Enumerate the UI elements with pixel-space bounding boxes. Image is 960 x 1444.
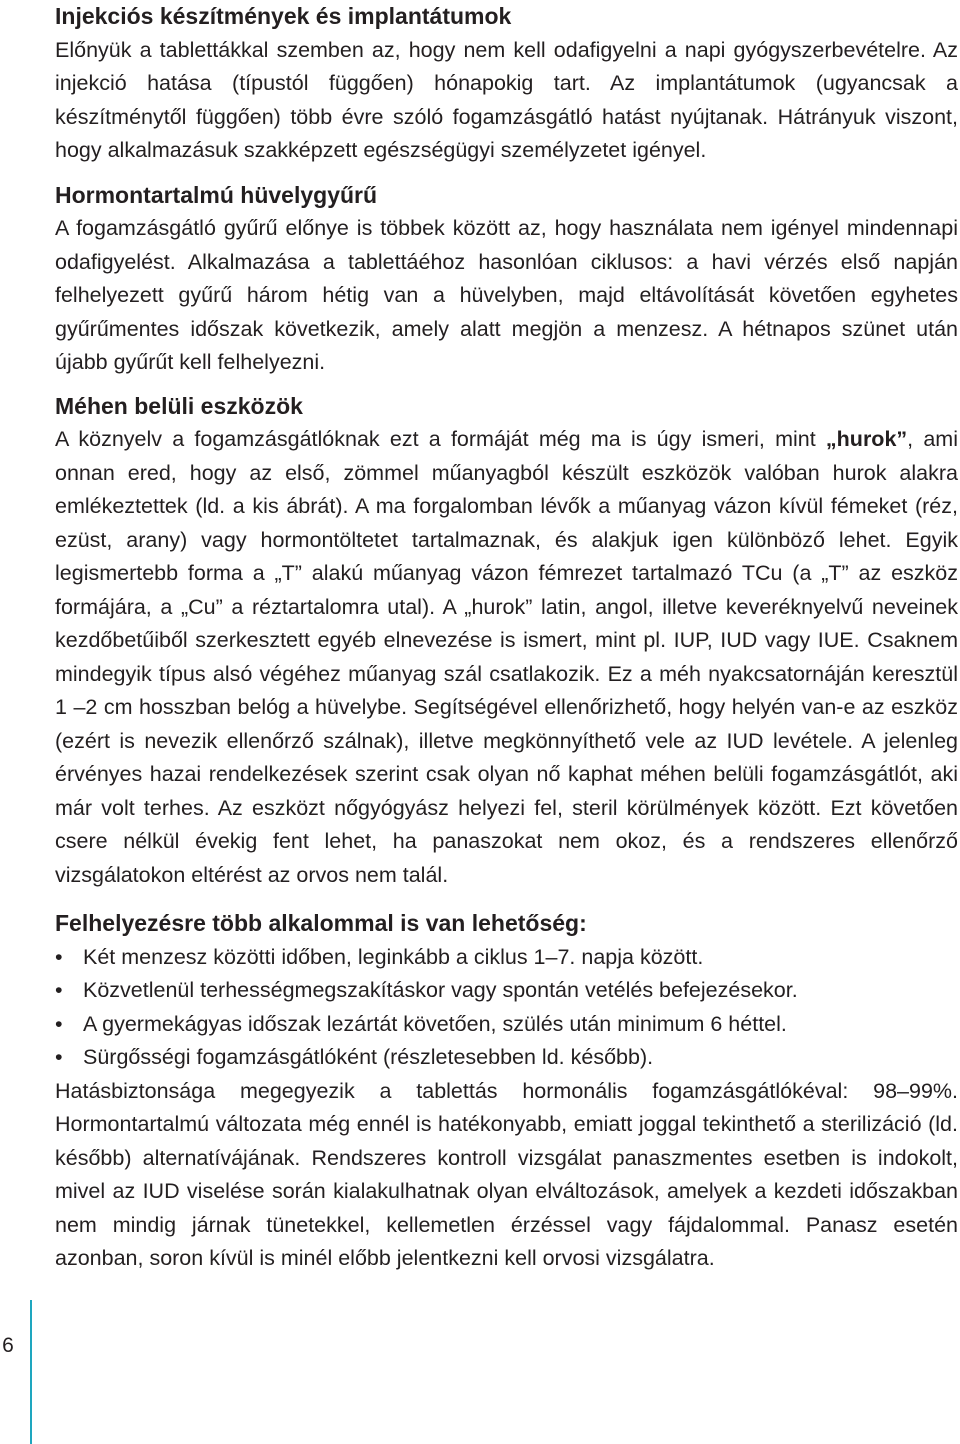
section-paragraph: Előnyük a tablettákkal szemben az, hogy nem kell odafigyelni a napi gyógyszerbevételre. Az injekció hatása (típustól függően) hónapokig tart. Az implantátumok (ugyancsak a készítménytől függően) több évre szóló fogamzásgátló hatást nyújtanak. Hátrányuk viszont, hogy alkalmazásuk szakképzett egészségügyi személyzetet igényel.: [55, 37, 958, 162]
list-item-text: A gyermekágyas időszak lezártát követően, szülés után minimum 6 héttel.: [83, 1011, 787, 1036]
section-heading: Hormontartalmú hüvelygyűrű: [55, 181, 378, 208]
bullet-icon: •: [55, 1045, 63, 1069]
bullet-list: [55, 941, 958, 1075]
bullet-icon: •: [55, 944, 63, 969]
emphasis-term: „hurok”: [825, 427, 908, 451]
list-item: [55, 941, 958, 975]
section-injections: [55, 0, 958, 168]
section-heading: Injekciós készítmények és implantátumok: [55, 3, 512, 29]
section-iud: [55, 390, 958, 893]
section-paragraph: Hatásbiztonsága megegyezik a tablettás hormonális fogamzásgátlókéval: 98–99%. Hormontartalmú változata még ennél is hatékonyabb, emiatt joggal tekinthető a sterilizáció (ld. később) alternatívájának. Rendszeres kontroll vizsgálat panaszmentes esetben is indokolt, mivel az IUD viselése során kialakulhatnak olyan elváltozások, amelyek a kezdeti időszakban nem mindig járnak tünetekkel, kellemetlen érzéssel vagy fájdalommal. Panasz esetén azonban, soron kívül is minél előbb jelentkezni kell orvosi vizsgálatra.: [55, 1078, 958, 1270]
page-number: 6: [2, 1334, 14, 1357]
page-content: [55, 0, 958, 1276]
section-heading: Felhelyezésre több alkalommal is van lehetőség:: [55, 910, 587, 936]
section-heading: Méhen belüli eszközök: [55, 392, 303, 419]
section-insertion: [55, 907, 958, 1276]
list-item-text: Két menzesz közötti időben, leginkább a ciklus 1–7. napja között.: [83, 944, 704, 969]
paragraph-text: , ami onnan ered, hogy az első, zömmel műanyagból készült eszközök valóban hurok alakra emlékeztettek (ld. a kis ábrát). A ma forgalomban lévők a műanyag vázon kívül fémeket (réz, ezüst, arany) vagy hormontöltetet tartalmaznak, és alakjuk igen különböző lehet. Egyik legismertebb forma a „T” alakú műanyag vázon fémrezet tartalmazó TCu (a „T” az eszköz formájára, a „Cu” a réztartalomra utal). A „hurok” latin, angol, illetve keveréknyelvű neveinek kezdőbetűiből szerkesztett egyéb elnevezése is ismert, mint pl. IUP, IUD vagy IUE. Csaknem mindegyik típus alsó végéhez műanyag szál csatlakozik. Ez a méh nyakcsatornáján keresztül 1 –2 cm hosszban belóg a hüvelybe. Segítségével ellenőrizhető, hogy helyén van-e az eszköz (ezért is nevezik ellenőrző szálnak), illetve megkönnyíthető vele az IUD levétele. A jelenleg érvényes hazai rendelkezések szerint csak olyan nő kaphat méhen belüli fogamzásgátlót, aki már volt terhes. Az eszközt nőgyógyász helyezi fel, steril körülmények között. Ezt követően csere nélkül évekig fent lehet, ha panaszokat nem okoz, és a rendszeres ellenőrző vizsgálatokon eltérést az orvos nem talál.: [55, 427, 958, 887]
list-item-text: Közvetlenül terhességmegszakításkor vagy spontán vetélés befejezésekor.: [83, 978, 798, 1002]
paragraph-text: A köznyelv a fogamzásgátlóknak ezt a formáját még ma is úgy ismeri, mint: [55, 427, 826, 451]
page-number-rule: [30, 1300, 32, 1444]
section-paragraph: A fogamzásgátló gyűrű előnye is többek között az, hogy használata nem igényel mindennapi odafigyelést. Alkalmazása a tablettáéhoz hasonlóan ciklusos: a havi vérzés első napján felhelyezett gyűrű három hétig van a hüvelyben, majd eltávolítását követően egyhetes gyűrűmentes időszak következik, amely alatt megjön a menzesz. A hétnapos szünet után újabb gyűrűt kell felhelyezni.: [55, 216, 958, 374]
list-item-text: Sürgősségi fogamzásgátlóként (részletesebben ld. később).: [83, 1045, 654, 1069]
section-vaginal-ring: [55, 179, 958, 380]
bullet-icon: •: [55, 978, 63, 1002]
list-item: [55, 974, 958, 1008]
list-item: [55, 1008, 958, 1042]
list-item: [55, 1041, 958, 1075]
section-paragraph: [55, 423, 958, 892]
bullet-icon: •: [55, 1011, 63, 1036]
